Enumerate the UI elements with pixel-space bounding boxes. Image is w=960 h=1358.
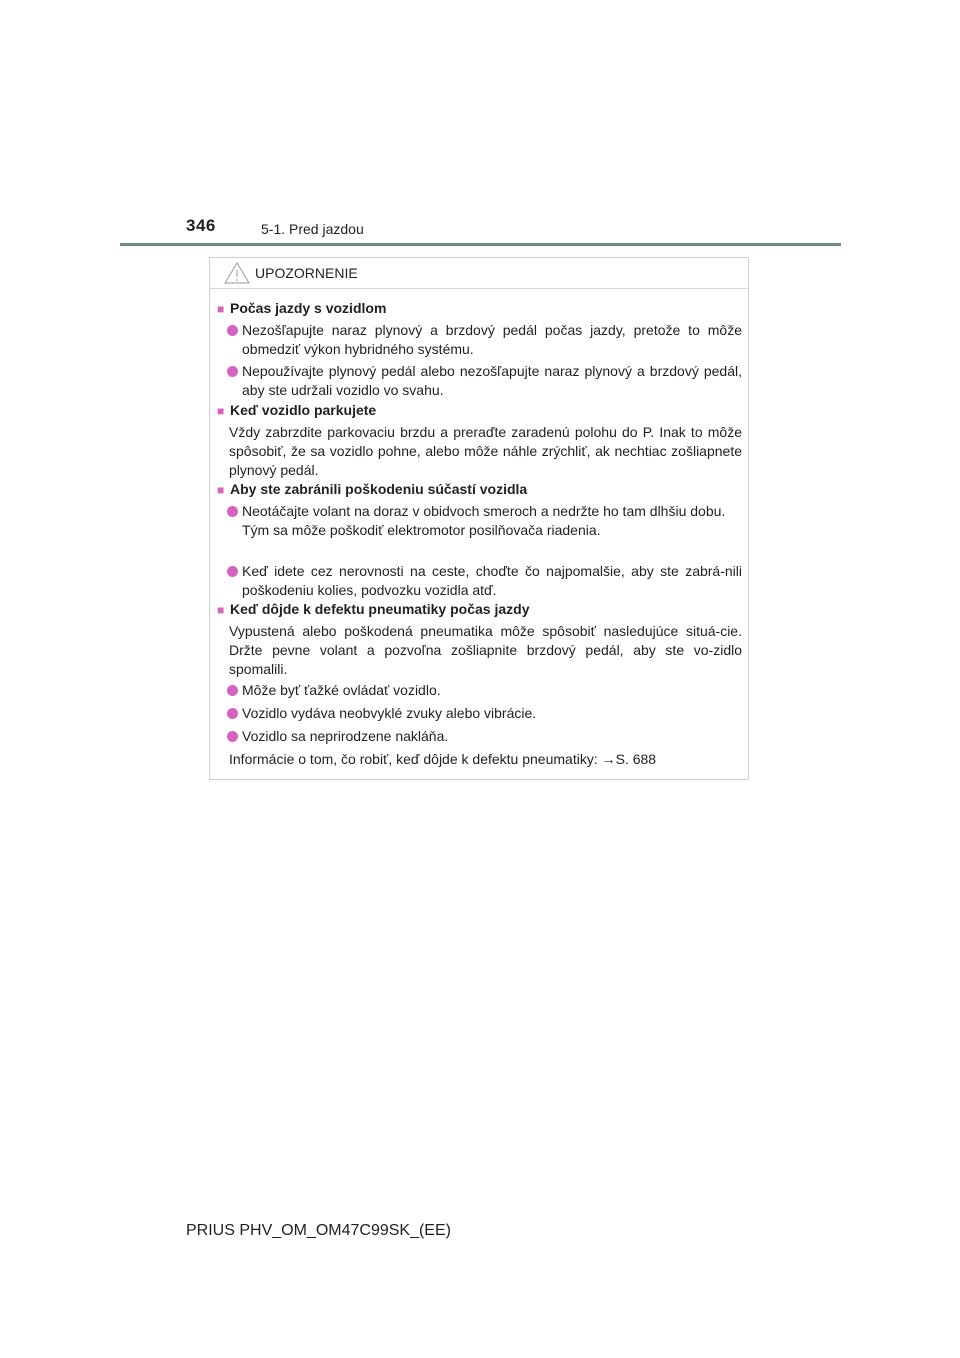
list-item: Môže byť ťažké ovládať vozidlo. (227, 681, 742, 700)
list-item: Nepoužívajte plynový pedál alebo nezošľapujte naraz plynový a brzdový pedál, aby ste udržali vozidlo vo svahu. (227, 362, 742, 400)
warning-title: UPOZORNENIE (255, 265, 358, 281)
document-code: PRIUS PHV_OM_OM47C99SK_(EE) (186, 1222, 451, 1239)
paragraph: Vždy zabrzdite parkovaciu brzdu a preraďte zaradenú polohu do P. Inak to môže spôsobiť, že sa vozidlo pohne, alebo môže náhle zrýchliť, ak nechtiac zošliapnete plynový pedál. (229, 424, 742, 478)
header-rule (120, 243, 841, 246)
page-number: 346 (186, 216, 216, 235)
topic-heading: ■ Keď vozidlo parkujete (217, 402, 377, 418)
page-header (0, 0, 960, 250)
cross-reference: Informácie o tom, čo robiť, keď dôjde k defektu pneumatiky: →S. 688 (229, 751, 657, 767)
warning-box (209, 257, 749, 780)
bullet-dot-icon (227, 731, 238, 742)
paragraph: Vypustená alebo poškodená pneumatika môže spôsobiť nasledujúce situá-cie. Držte pevne volant a pozvoľna zošliapnite brzdový pedál, aby ste vo-zidlo spomalili. (229, 623, 742, 677)
topic-heading: ■ Počas jazdy s vozidlom (217, 300, 387, 316)
list-item: Neotáčajte volant na doraz v obidvoch smeroch a nedržte ho tam dlhšiu dobu. Tým sa môže poškodiť elektromotor posilňovača riadenia. (227, 502, 742, 540)
bullet-dot-icon (227, 566, 238, 577)
warning-header (210, 258, 748, 289)
square-marker-icon: ■ (217, 302, 225, 316)
bullet-dot-icon (227, 685, 238, 696)
bullet-dot-icon (227, 325, 238, 336)
bullet-dot-icon (227, 506, 238, 517)
square-marker-icon: ■ (217, 404, 225, 418)
square-marker-icon: ■ (217, 603, 225, 617)
topic-heading: ■ Aby ste zabránili poškodeniu súčastí vozidla (217, 481, 528, 497)
bullet-dot-icon (227, 708, 238, 719)
topic-heading: ■ Keď dôjde k defektu pneumatiky počas jazdy (217, 601, 530, 617)
square-marker-icon: ■ (217, 483, 225, 497)
list-item: Vozidlo vydáva neobvyklé zvuky alebo vibrácie. (227, 704, 742, 723)
list-item: Nezošľapujte naraz plynový a brzdový pedál počas jazdy, pretože to môže obmedziť výkon hybridného systému. (227, 321, 742, 359)
list-item: Keď idete cez nerovnosti na ceste, choďte čo najpomalšie, aby ste zabrá-nili poškodeniu kolies, podvozku vozidla atď. (227, 562, 742, 600)
warning-triangle-icon (224, 262, 250, 284)
bullet-dot-icon (227, 366, 238, 377)
section-title: 5-1. Pred jazdou (261, 221, 364, 237)
list-item: Vozidlo sa neprirodzene nakláňa. (227, 727, 742, 746)
